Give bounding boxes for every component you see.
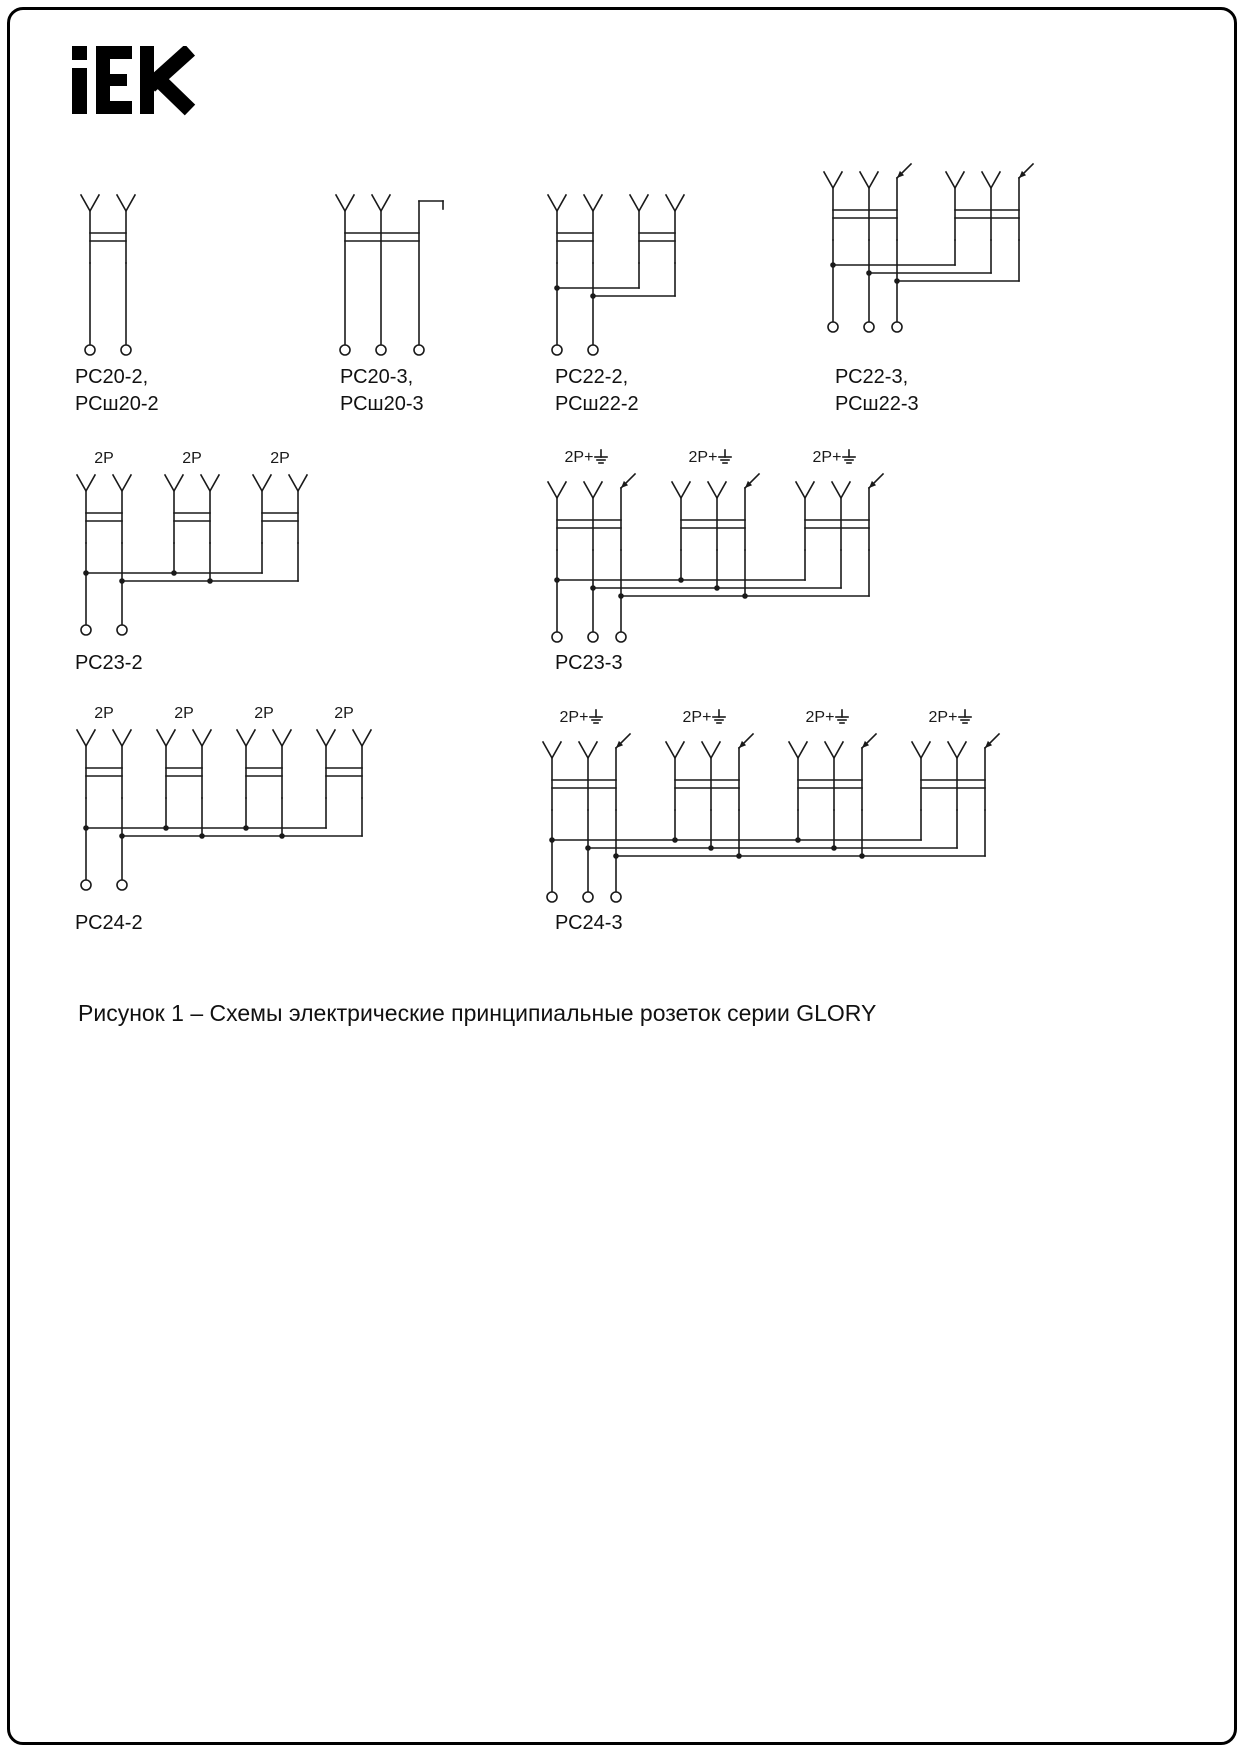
earth-ground-icon xyxy=(719,450,731,463)
terminal-circle xyxy=(376,345,386,355)
socket-contact-unit xyxy=(317,730,371,798)
diagram-label-pc20-3 xyxy=(340,364,424,418)
terminal-circle xyxy=(616,632,626,642)
wiring xyxy=(345,201,443,345)
pole-count-label: 2Р+ xyxy=(928,709,958,726)
socket-contact-unit xyxy=(253,475,307,543)
diagram-label-line: РС23-3 xyxy=(555,652,623,674)
terminal-circle xyxy=(414,345,424,355)
terminal-circle xyxy=(547,892,557,902)
earth-ground-icon xyxy=(836,710,848,723)
schematic-pc20-3 xyxy=(325,165,455,365)
pole-count-label: 2Р+ xyxy=(564,449,594,466)
diagram-label-line: РС22-3, xyxy=(835,366,909,388)
diagram-label-pc24-2 xyxy=(75,910,143,937)
diagram-label-line: РС24-3 xyxy=(555,912,623,934)
socket-contact-unit xyxy=(630,195,684,263)
pole-count-label: 2Р xyxy=(94,705,114,722)
terminal-circle xyxy=(588,632,598,642)
schematic-pc22-2 xyxy=(540,165,690,365)
socket-contact-unit-earthed xyxy=(946,164,1033,240)
wiring xyxy=(90,263,126,345)
schematic-pc20-2 xyxy=(70,165,170,365)
socket-contact-fork xyxy=(336,195,354,211)
socket-contact-fork xyxy=(372,195,390,211)
diagram-label-line: РСш22-2 xyxy=(555,393,639,415)
pole-count-label: 2Р xyxy=(270,450,290,467)
socket-contact-unit xyxy=(77,475,131,543)
terminal-circle xyxy=(121,345,131,355)
pole-count-label: 2Р xyxy=(182,450,202,467)
diagram-label-line: РС20-3, xyxy=(340,366,414,388)
socket-contact-unit-earthed xyxy=(672,474,759,550)
pole-count-label: 2Р xyxy=(174,705,194,722)
schematic-pc24-2 xyxy=(66,700,376,900)
pole-count-label: 2Р+ xyxy=(688,449,718,466)
socket-contact-unit-earthed xyxy=(789,734,876,810)
diagram-label-line: РС23-2 xyxy=(75,652,143,674)
diagram-label-line: РСш20-3 xyxy=(340,393,424,415)
terminal-circle xyxy=(117,880,127,890)
socket-contact-unit xyxy=(237,730,291,798)
earth-ground-icon xyxy=(843,450,855,463)
socket-contact-unit-earthed xyxy=(548,474,635,550)
wiring xyxy=(86,543,298,625)
socket-contact-unit xyxy=(81,195,135,263)
pole-count-label: 2Р+ xyxy=(812,449,842,466)
schematic-pc23-2 xyxy=(66,445,316,645)
diagram-label-line: РСш22-3 xyxy=(835,393,919,415)
pole-count-label: 2Р+ xyxy=(559,709,589,726)
diagram-label-pc23-2 xyxy=(75,650,143,677)
wiring xyxy=(833,240,1019,322)
socket-contact-unit xyxy=(157,730,211,798)
socket-contact-unit-earthed xyxy=(912,734,999,810)
terminal-circle xyxy=(828,322,838,332)
terminal-circle xyxy=(85,345,95,355)
earth-ground-icon xyxy=(590,710,602,723)
wiring xyxy=(557,263,675,345)
schematic-pc23-3 xyxy=(540,440,905,650)
wiring xyxy=(552,810,985,892)
schematic-pc24-3 xyxy=(535,700,1015,910)
diagram-label-pc22-2 xyxy=(555,364,639,418)
terminal-circle xyxy=(892,322,902,332)
diagram-label-line: РС20-2, xyxy=(75,366,149,388)
terminal-circle xyxy=(552,632,562,642)
pole-count-label: 2Р xyxy=(334,705,354,722)
terminal-circle xyxy=(81,880,91,890)
socket-contact-unit-earthed xyxy=(666,734,753,810)
diagram-label-line: РС24-2 xyxy=(75,912,143,934)
pole-count-label: 2Р xyxy=(94,450,114,467)
pole-count-label: 2Р xyxy=(254,705,274,722)
diagram-label-pc20-2 xyxy=(75,364,159,418)
terminal-circle xyxy=(117,625,127,635)
earth-ground-icon xyxy=(595,450,607,463)
wiring xyxy=(86,798,362,880)
schematic-pc22-3 xyxy=(816,130,1036,340)
iek-logo xyxy=(72,46,202,116)
diagram-label-line: РС22-2, xyxy=(555,366,629,388)
terminal-circle xyxy=(611,892,621,902)
socket-contact-unit xyxy=(77,730,131,798)
diagram-label-pc22-3 xyxy=(835,364,919,418)
diagram-label-pc24-3 xyxy=(555,910,623,937)
figure-caption: Рисунок 1 – Схемы электрические принципиальные розеток серии GLORY xyxy=(78,1000,877,1026)
terminal-circle xyxy=(552,345,562,355)
wiring xyxy=(557,550,869,632)
earth-ground-icon xyxy=(959,710,971,723)
socket-contact-unit-earthed xyxy=(543,734,630,810)
terminal-circle xyxy=(340,345,350,355)
earth-ground-icon xyxy=(713,710,725,723)
terminal-circle xyxy=(864,322,874,332)
terminal-circle xyxy=(588,345,598,355)
pole-count-label: 2Р+ xyxy=(682,709,712,726)
iek-logo-letters xyxy=(72,46,190,114)
socket-contact-unit xyxy=(165,475,219,543)
socket-contact-unit-earthed xyxy=(796,474,883,550)
terminal-circle xyxy=(81,625,91,635)
terminal-circle xyxy=(583,892,593,902)
socket-contact-unit-earthed xyxy=(824,164,911,240)
diagram-label-line: РСш20-2 xyxy=(75,393,159,415)
socket-contact-unit xyxy=(548,195,602,263)
pole-count-label: 2Р+ xyxy=(805,709,835,726)
diagram-label-pc23-3 xyxy=(555,650,623,677)
